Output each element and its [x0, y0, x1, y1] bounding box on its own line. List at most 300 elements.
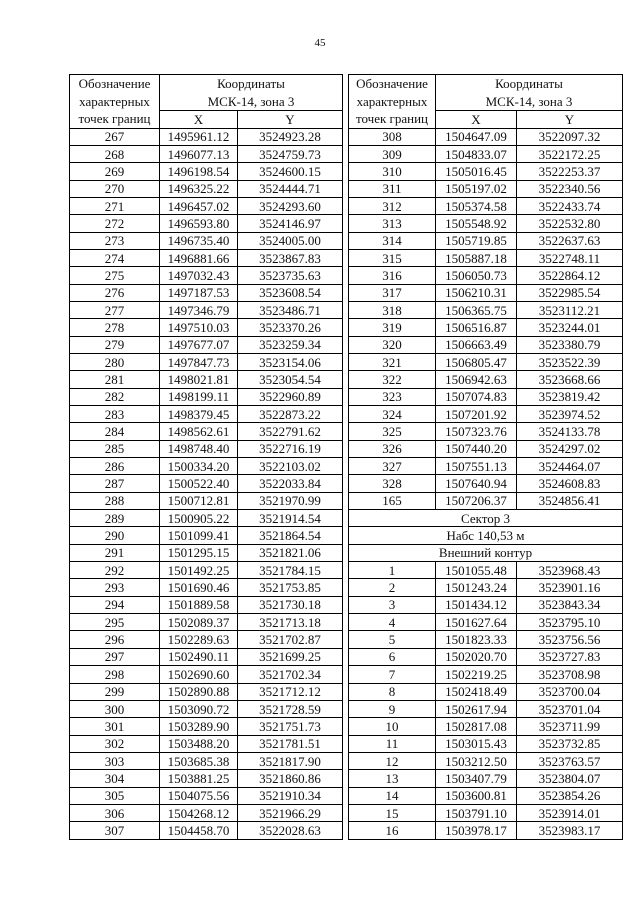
point-number: 13: [349, 770, 436, 787]
table-row: [70, 458, 343, 475]
table-row: [349, 648, 623, 665]
point-number: 325: [349, 423, 436, 440]
point-number: 275: [70, 267, 160, 284]
y-coordinate: 3524297.02: [517, 440, 623, 457]
x-coordinate: 1496735.40: [160, 232, 238, 249]
table-row: [349, 822, 623, 839]
x-coordinate: 1506516.87: [436, 319, 517, 336]
table-row: [70, 336, 343, 353]
y-coordinate: 3521910.34: [238, 787, 343, 804]
x-coordinate: 1501492.25: [160, 562, 238, 579]
table-row: [349, 752, 623, 769]
table-row: [349, 787, 623, 804]
y-coordinate: 3524133.78: [517, 423, 623, 440]
x-coordinate: 1506365.75: [436, 301, 517, 318]
point-number: 10: [349, 718, 436, 735]
x-coordinate: 1498021.81: [160, 371, 238, 388]
table-row: [349, 406, 623, 423]
x-coordinate: 1497847.73: [160, 353, 238, 370]
x-coordinate: 1504458.70: [160, 822, 238, 839]
table-row: [70, 510, 343, 527]
y-coordinate: 3521702.87: [238, 631, 343, 648]
x-coordinate: 1506210.31: [436, 284, 517, 301]
y-coordinate: 3523735.63: [238, 267, 343, 284]
x-column-header: X: [436, 111, 517, 128]
coordinates-header-line: Координаты: [217, 76, 285, 91]
point-number: 3: [349, 596, 436, 613]
table-row: [349, 735, 623, 752]
point-number: 16: [349, 822, 436, 839]
x-coordinate: 1496881.66: [160, 249, 238, 266]
x-coordinate: 1503978.17: [436, 822, 517, 839]
x-coordinate: 1500905.22: [160, 510, 238, 527]
table-row: [70, 579, 343, 596]
y-coordinate: 3522873.22: [238, 406, 343, 423]
y-coordinate: 3523732.85: [517, 735, 623, 752]
x-coordinate: 1496077.13: [160, 145, 238, 162]
x-coordinate: 1496593.80: [160, 215, 238, 232]
table-row: [349, 423, 623, 440]
y-coordinate: 3521751.73: [238, 718, 343, 735]
x-coordinate: 1498748.40: [160, 440, 238, 457]
point-number: 291: [70, 544, 160, 561]
table-row: [349, 336, 623, 353]
point-number: 312: [349, 197, 436, 214]
table-row: [70, 215, 343, 232]
x-coordinate: 1505719.85: [436, 232, 517, 249]
table-row: [70, 631, 343, 648]
table-row: [349, 440, 623, 457]
y-coordinate: 3523700.04: [517, 683, 623, 700]
point-number: 319: [349, 319, 436, 336]
x-coordinate: 1507074.83: [436, 388, 517, 405]
point-number: 320: [349, 336, 436, 353]
point-number: 272: [70, 215, 160, 232]
y-coordinate: 3523701.04: [517, 700, 623, 717]
y-coordinate: 3523259.34: [238, 336, 343, 353]
y-coordinate: 3523154.06: [238, 353, 343, 370]
table-row: [70, 319, 343, 336]
point-number: 1: [349, 562, 436, 579]
point-number: 288: [70, 492, 160, 509]
table-row: [349, 718, 623, 735]
x-coordinate: 1502490.11: [160, 648, 238, 665]
y-coordinate: 3523668.66: [517, 371, 623, 388]
table-row: [70, 596, 343, 613]
sector-height-label: Набс 140,53 м: [349, 527, 623, 544]
point-number: 271: [70, 197, 160, 214]
point-number: 273: [70, 232, 160, 249]
y-coordinate: 3522433.74: [517, 197, 623, 214]
x-coordinate: 1501295.15: [160, 544, 238, 561]
table-row: [70, 562, 343, 579]
point-number: 304: [70, 770, 160, 787]
point-number: 278: [70, 319, 160, 336]
y-coordinate: 3522103.02: [238, 458, 343, 475]
x-coordinate: 1495961.12: [160, 128, 238, 145]
x-coordinate: 1498379.45: [160, 406, 238, 423]
point-number: 165: [349, 492, 436, 509]
y-coordinate: 3522791.62: [238, 423, 343, 440]
y-coordinate: 3522748.11: [517, 249, 623, 266]
table-row: [349, 683, 623, 700]
point-number: 292: [70, 562, 160, 579]
x-coordinate: 1506805.47: [436, 353, 517, 370]
point-number: 313: [349, 215, 436, 232]
table-row: [70, 267, 343, 284]
point-name-header-line: Обозначение: [356, 76, 428, 91]
y-coordinate: 3521781.51: [238, 735, 343, 752]
table-row: [70, 423, 343, 440]
point-number: 301: [70, 718, 160, 735]
x-coordinate: 1501627.64: [436, 614, 517, 631]
y-coordinate: 3521753.85: [238, 579, 343, 596]
y-coordinate: 3522532.80: [517, 215, 623, 232]
y-coordinate: 3521702.34: [238, 666, 343, 683]
x-coordinate: 1505197.02: [436, 180, 517, 197]
table-row: [70, 475, 343, 492]
x-coordinate: 1507440.20: [436, 440, 517, 457]
point-name-header-line: точек границ: [355, 111, 429, 126]
point-number: 282: [70, 388, 160, 405]
x-coordinate: 1503685.38: [160, 752, 238, 769]
point-number: 5: [349, 631, 436, 648]
x-coordinate: 1504075.56: [160, 787, 238, 804]
table-row: [349, 163, 623, 180]
table-row: [349, 353, 623, 370]
point-number: 286: [70, 458, 160, 475]
table-row: [70, 406, 343, 423]
point-number: 297: [70, 648, 160, 665]
y-coordinate: 3523112.21: [517, 301, 623, 318]
y-coordinate: 3524856.41: [517, 492, 623, 509]
x-coordinate: 1507201.92: [436, 406, 517, 423]
point-number: 327: [349, 458, 436, 475]
x-coordinate: 1507206.37: [436, 492, 517, 509]
y-coordinate: 3521712.12: [238, 683, 343, 700]
x-coordinate: 1501243.24: [436, 579, 517, 596]
y-coordinate: 3523819.42: [517, 388, 623, 405]
y-coordinate: 3521864.54: [238, 527, 343, 544]
table-row: [349, 371, 623, 388]
x-coordinate: 1502418.49: [436, 683, 517, 700]
x-coordinate: 1502020.70: [436, 648, 517, 665]
table-row: [70, 492, 343, 509]
x-column-header: X: [160, 111, 238, 128]
table-row: [70, 700, 343, 717]
point-number: 276: [70, 284, 160, 301]
y-column-header: Y: [517, 111, 623, 128]
x-coordinate: 1503488.20: [160, 735, 238, 752]
table-row: [70, 145, 343, 162]
y-coordinate: 3522340.56: [517, 180, 623, 197]
x-coordinate: 1503600.81: [436, 787, 517, 804]
table-row: [70, 232, 343, 249]
point-number: 324: [349, 406, 436, 423]
point-name-header-line: характерных: [79, 93, 150, 109]
table-row: [70, 284, 343, 301]
table-row: [349, 128, 623, 145]
y-coordinate: 3523843.34: [517, 596, 623, 613]
table-row: [349, 267, 623, 284]
table-row: [70, 163, 343, 180]
table-row: [349, 666, 623, 683]
x-coordinate: 1507551.13: [436, 458, 517, 475]
y-coordinate: 3523711.99: [517, 718, 623, 735]
x-coordinate: 1497510.03: [160, 319, 238, 336]
table-row: [349, 388, 623, 405]
point-number: 311: [349, 180, 436, 197]
table-row: [70, 718, 343, 735]
y-coordinate: 3521817.90: [238, 752, 343, 769]
x-coordinate: 1507323.76: [436, 423, 517, 440]
table-row: [70, 527, 343, 544]
x-coordinate: 1502289.63: [160, 631, 238, 648]
x-coordinate: 1500522.40: [160, 475, 238, 492]
point-number: 300: [70, 700, 160, 717]
x-coordinate: 1502089.37: [160, 614, 238, 631]
point-name-header-line: Обозначение: [78, 76, 151, 91]
x-coordinate: 1506942.63: [436, 371, 517, 388]
table-row: [70, 770, 343, 787]
y-coordinate: 3521966.29: [238, 804, 343, 821]
table-row: [349, 492, 623, 509]
point-number: 296: [70, 631, 160, 648]
table-row: [349, 631, 623, 648]
section-row: [349, 510, 623, 527]
table-row: [70, 128, 343, 145]
table-row: [70, 804, 343, 821]
table-row: [349, 596, 623, 613]
y-coordinate: 3522716.19: [238, 440, 343, 457]
sector-title: Сектор 3: [349, 510, 623, 527]
table-row: [349, 197, 623, 214]
point-number: 4: [349, 614, 436, 631]
x-coordinate: 1496457.02: [160, 197, 238, 214]
y-coordinate: 3522637.63: [517, 232, 623, 249]
x-coordinate: 1504268.12: [160, 804, 238, 821]
coordinates-header: [436, 75, 623, 111]
point-number: 9: [349, 700, 436, 717]
table-row: [349, 232, 623, 249]
coordinates-header: [160, 75, 343, 111]
point-number: 302: [70, 735, 160, 752]
y-coordinate: 3522253.37: [517, 163, 623, 180]
x-coordinate: 1505374.58: [436, 197, 517, 214]
x-coordinate: 1497032.43: [160, 267, 238, 284]
point-number: 321: [349, 353, 436, 370]
x-coordinate: 1501690.46: [160, 579, 238, 596]
x-coordinate: 1501889.58: [160, 596, 238, 613]
y-coordinate: 3521970.99: [238, 492, 343, 509]
x-coordinate: 1501099.41: [160, 527, 238, 544]
y-coordinate: 3524146.97: [238, 215, 343, 232]
y-coordinate: 3523974.52: [517, 406, 623, 423]
x-coordinate: 1507640.94: [436, 475, 517, 492]
point-number: 322: [349, 371, 436, 388]
point-number: 284: [70, 423, 160, 440]
y-coordinate: 3524005.00: [238, 232, 343, 249]
table-row: [70, 683, 343, 700]
x-coordinate: 1496325.22: [160, 180, 238, 197]
table-row: [70, 648, 343, 665]
x-coordinate: 1498199.11: [160, 388, 238, 405]
table-row: [349, 475, 623, 492]
y-coordinate: 3523054.54: [238, 371, 343, 388]
coordinates-header-line: Координаты: [495, 76, 563, 91]
y-coordinate: 3523370.26: [238, 319, 343, 336]
point-number: 2: [349, 579, 436, 596]
point-number: 7: [349, 666, 436, 683]
table-row: [70, 371, 343, 388]
y-coordinate: 3523756.56: [517, 631, 623, 648]
table-row: [349, 319, 623, 336]
point-number: 285: [70, 440, 160, 457]
x-coordinate: 1502219.25: [436, 666, 517, 683]
point-number: 303: [70, 752, 160, 769]
x-coordinate: 1503407.79: [436, 770, 517, 787]
y-coordinate: 3521821.06: [238, 544, 343, 561]
y-coordinate: 3522960.89: [238, 388, 343, 405]
table-row: [349, 770, 623, 787]
table-row: [70, 440, 343, 457]
y-coordinate: 3521699.25: [238, 648, 343, 665]
point-number: 268: [70, 145, 160, 162]
y-coordinate: 3522864.12: [517, 267, 623, 284]
y-coordinate: 3523983.17: [517, 822, 623, 839]
coordinates-header-line: МСК-14, зона 3: [207, 93, 295, 109]
y-coordinate: 3524464.07: [517, 458, 623, 475]
point-name-header: [70, 75, 160, 129]
table-row: [349, 614, 623, 631]
point-number: 269: [70, 163, 160, 180]
point-number: 279: [70, 336, 160, 353]
table-row: [349, 249, 623, 266]
y-coordinate: 3523380.79: [517, 336, 623, 353]
table-row: [349, 804, 623, 821]
point-number: 12: [349, 752, 436, 769]
table-row: [70, 666, 343, 683]
point-number: 287: [70, 475, 160, 492]
x-coordinate: 1502817.08: [436, 718, 517, 735]
point-number: 308: [349, 128, 436, 145]
header-row: [349, 75, 623, 111]
point-name-header-line: характерных: [356, 93, 428, 109]
table-row: [70, 388, 343, 405]
x-coordinate: 1502890.88: [160, 683, 238, 700]
y-coordinate: 3524759.73: [238, 145, 343, 162]
x-coordinate: 1501434.12: [436, 596, 517, 613]
y-coordinate: 3521860.86: [238, 770, 343, 787]
table-row: [349, 700, 623, 717]
x-coordinate: 1503791.10: [436, 804, 517, 821]
point-number: 11: [349, 735, 436, 752]
point-number: 281: [70, 371, 160, 388]
y-coordinate: 3522172.25: [517, 145, 623, 162]
point-number: 270: [70, 180, 160, 197]
y-coordinate: 3522028.63: [238, 822, 343, 839]
sector-contour-label: Внешний контур: [349, 544, 623, 561]
table-row: [349, 562, 623, 579]
y-coordinate: 3523867.83: [238, 249, 343, 266]
coordinates-table-left: [69, 74, 343, 840]
point-number: 305: [70, 787, 160, 804]
table-row: [349, 458, 623, 475]
coordinates-header-line: МСК-14, зона 3: [485, 93, 573, 109]
table-row: [70, 180, 343, 197]
y-coordinate: 3522033.84: [238, 475, 343, 492]
point-number: 274: [70, 249, 160, 266]
y-coordinate: 3522985.54: [517, 284, 623, 301]
x-coordinate: 1504647.09: [436, 128, 517, 145]
y-coordinate: 3523914.01: [517, 804, 623, 821]
table-row: [70, 197, 343, 214]
x-coordinate: 1496198.54: [160, 163, 238, 180]
point-number: 318: [349, 301, 436, 318]
table-row: [349, 284, 623, 301]
point-number: 298: [70, 666, 160, 683]
point-number: 317: [349, 284, 436, 301]
y-coordinate: 3523522.39: [517, 353, 623, 370]
y-coordinate: 3523763.57: [517, 752, 623, 769]
y-coordinate: 3523244.01: [517, 319, 623, 336]
y-coordinate: 3523486.71: [238, 301, 343, 318]
y-coordinate: 3522097.32: [517, 128, 623, 145]
point-number: 309: [349, 145, 436, 162]
point-number: 307: [70, 822, 160, 839]
point-number: 290: [70, 527, 160, 544]
point-number: 328: [349, 475, 436, 492]
x-coordinate: 1498562.61: [160, 423, 238, 440]
section-row: [349, 544, 623, 561]
coordinates-table-right: [348, 74, 623, 840]
y-coordinate: 3523727.83: [517, 648, 623, 665]
point-number: 315: [349, 249, 436, 266]
table-row: [70, 249, 343, 266]
x-coordinate: 1501055.48: [436, 562, 517, 579]
point-number: 289: [70, 510, 160, 527]
table-row: [349, 301, 623, 318]
x-coordinate: 1503212.50: [436, 752, 517, 769]
y-coordinate: 3524293.60: [238, 197, 343, 214]
table-row: [349, 145, 623, 162]
point-number: 267: [70, 128, 160, 145]
point-number: 310: [349, 163, 436, 180]
x-coordinate: 1502617.94: [436, 700, 517, 717]
x-coordinate: 1497187.53: [160, 284, 238, 301]
table-row: [70, 752, 343, 769]
y-coordinate: 3524600.15: [238, 163, 343, 180]
x-coordinate: 1503090.72: [160, 700, 238, 717]
point-name-header: [349, 75, 436, 129]
table-row: [70, 544, 343, 561]
y-coordinate: 3521784.15: [238, 562, 343, 579]
y-coordinate: 3521713.18: [238, 614, 343, 631]
y-coordinate: 3521728.59: [238, 700, 343, 717]
point-number: 299: [70, 683, 160, 700]
table-row: [70, 614, 343, 631]
x-coordinate: 1501823.33: [436, 631, 517, 648]
table-row: [70, 353, 343, 370]
table-row: [70, 787, 343, 804]
x-coordinate: 1503289.90: [160, 718, 238, 735]
point-number: 6: [349, 648, 436, 665]
x-coordinate: 1503881.25: [160, 770, 238, 787]
x-coordinate: 1505887.18: [436, 249, 517, 266]
point-number: 316: [349, 267, 436, 284]
y-coordinate: 3521914.54: [238, 510, 343, 527]
section-row: [349, 527, 623, 544]
